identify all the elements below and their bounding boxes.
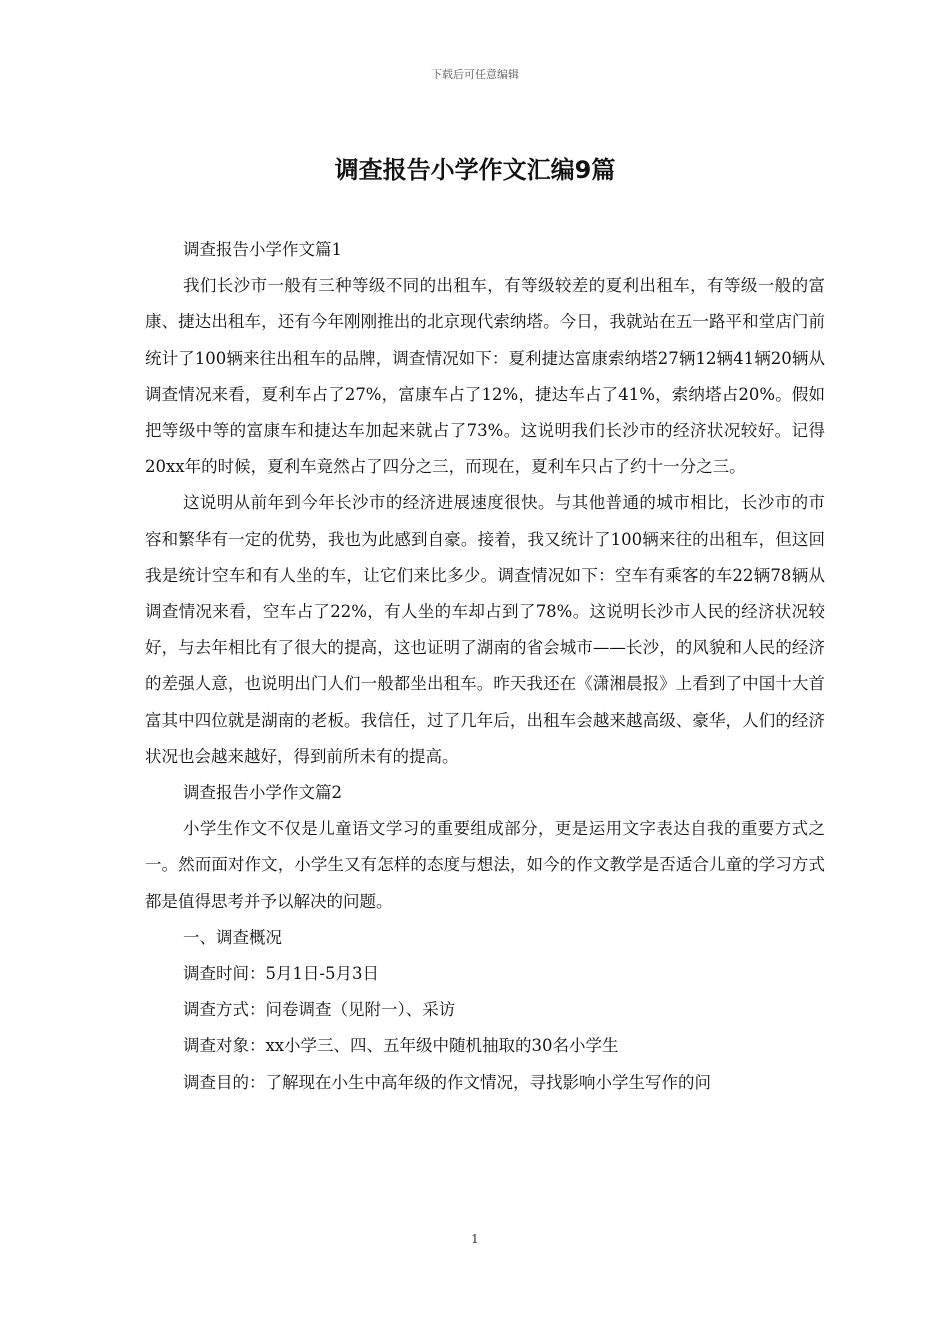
survey-purpose: 调查目的：了解现在小生中高年级的作文情况，寻找影响小学生写作的问 xyxy=(182,1072,711,1092)
survey-time: 调查时间：5月1日-5月3日 xyxy=(182,964,380,984)
page-header: 下载后可任意编辑 xyxy=(431,68,519,81)
document-title: 调查报告小学作文汇编9篇 xyxy=(334,156,616,184)
paragraph: 这说明从前年到今年长沙市的经济进展速度很快。与其他普通的城市相比，长沙市的市容和繁华有一定的优势，我也为此感到自豪。接着，我又统计了100辆来往的出租车，但这回我是统计空车和有人坐的车，让它们来比多少。调查情况如下：空车有乘客的车22辆78辆从调查情况来看，空车占了22%，有人坐的车却占到了78%。这说明长沙市人民的经济状况较好，与去年相比有了很大的提高，这也证明了湖南的省会城市——长沙，的风貌和人民的经济的差强人意，也说明出门人们一般都坐出租车。昨天我还在《潇湘晨报》上看到了中国十大首富其中四位就是湖南的老板。我信任，过了几年后，出租车会越来越高级、豪华，人们的经济状况也会越来越好，得到前所未有的提高。 xyxy=(145,493,825,766)
survey-subjects: 调查对象：xx小学三、四、五年级中随机抽取的30名小学生 xyxy=(182,1036,619,1056)
survey-method: 调查方式：问卷调查（见附一）、采访 xyxy=(182,1000,456,1020)
document-body xyxy=(145,232,825,1101)
subheading: 一、调查概况 xyxy=(182,927,282,947)
page-number: 1 xyxy=(471,1232,479,1246)
section-heading-1: 调查报告小学作文篇1 xyxy=(182,240,342,259)
paragraph: 我们长沙市一般有三种等级不同的出租车，有等级较差的夏利出租车，有等级一般的富康、捷达出租车，还有今年刚刚推出的北京现代索纳塔。今日，我就站在五一路平和堂店门前统计了100辆来往出租车的品牌，调查情况如下：夏利捷达富康索纳塔27辆12辆41辆20辆从调查情况来看，夏利车占了27%，富康车占了12%，捷达车占了41%，索纳塔占20%。假如把等级中等的富康车和捷达车加起来就占了73%。这说明我们长沙市的经济状况较好。记得20xx年的时候，夏利车竟然占了四分之三，而现在，夏利车只占了约十一分之三。 xyxy=(145,276,825,477)
section-heading-2: 调查报告小学作文篇2 xyxy=(182,783,342,803)
paragraph: 小学生作文不仅是儿童语文学习的重要组成部分，更是运用文字表达自我的重要方式之一。然而面对作文，小学生又有怎样的态度与想法，如今的作文教学是否适合儿童的学习方式都是值得思考并予以解决的问题。 xyxy=(145,819,825,911)
